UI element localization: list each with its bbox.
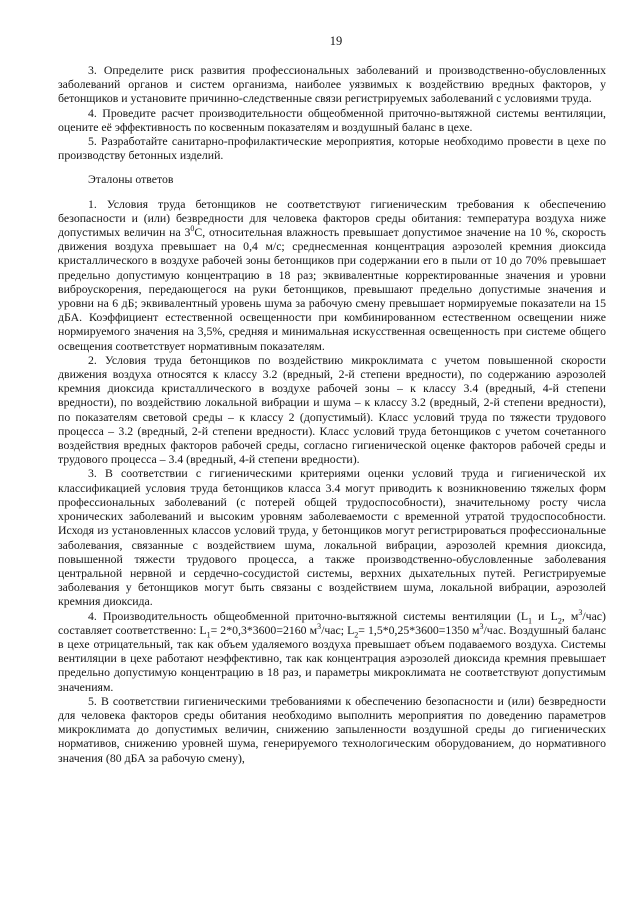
answer-paragraph-3: 3. В соответствии с гигиеническими критериями оценки условий труда и гигиенической их классификацией условия труда бетонщиков класса 3.4 могут приводить к возникновению тяжелых форм профессиональных заболеваний (с потерей общей трудоспособности), значительному росту числа хронических заболеваний и высоким уровням заболеваемости с временной утратой трудоспособности. Исходя из установленных классов условий труда, у бетонщиков могут регистрироваться профессиональные заболевания, связанные с воздействием шума, локальной вибрации, аэрозолей кремния диоксида, повышенной тяжести трудового процесса, а также производственно-обусловленные заболевания центральной нервной и сердечно-сосудистой системы, верхних дыхательных путей. Регистрируемые заболевания у бетонщиков могут быть связаны с воздействием шума, локальной вибрации, аэрозолей кремния диоксида. bbox=[58, 466, 606, 609]
answer-paragraph-1: 1. Условия труда бетонщиков не соответствуют гигиеническим требования к обеспечению безопасности и (или) безвредности для человека факторов среды обитания: температура воздуха ниже допустимых величин на $3^0С$, относительная влажность превышает допустимое значение на 10 %, скорость движения воздуха превышает на 0,4 м/с; среднесменная концентрация аэрозолей кремния диоксида кристаллического в воздухе рабочей зоны бетонщиков при содержании его в пыли от 10 до 70% превышает предельно допустимую концентрацию в 18 раз; эквивалентные корректированные значения и уровни виброускорения, передающегося на руки бетонщиков, превышают предельно допустимые значения и уровни на 6 дБ; эквивалентный уровень шума за рабочую смену превышает нормируемые показатели на 15 дБА. Коэффициент естественной освещенности при комбинированном естественном освещении ниже нормируемого значения на 3,5%, средняя и минимальная искусственная освещенность при системе общего освещения соответствует нормативным показателям. bbox=[58, 196, 606, 353]
task-paragraph: 4. Проведите расчет производительности общеобменной приточно-вытяжной системы вентиляции, оцените её эффективность по косвенным показателям и воздушный баланс в цехе. bbox=[58, 105, 606, 134]
answers-section bbox=[58, 197, 606, 765]
answer-paragraph-4: 4. Производительность общеобменной приточно-вытяжной системы вентиляции ($L_1$ и $L_2$, $м^3/час$) составляет соответственно: $L_1= 2*0,3*3600=2160$ $м^3$/час; $L_2= 1,5*0,25*3600=1350$ $м^3$/час. Воздушный баланс в цехе отрицательный, так как объем удаляемого воздуха превышает объем подаваемого воздуха. Системы вентиляции в цехе работают неэффективно, так как концентрация аэрозолей диоксида кремния превышает предельно допустимую концентрацию в 18 раз, и параметры микроклимата не соответствуют допустимым значениям. bbox=[58, 607, 606, 694]
answer-paragraph-5: 5. В соответствии гигиеническими требованиями к обеспечению безопасности и (или) безвредности для человека факторов среды обитания необходимо выполнить мероприятия по доведению параметров микроклимата до допустимых величин, снижению запыленности воздушной среды до гигиенических нормативов, снижению уровней шума, генерируемого технологическим оборудованием, до нормативного значения (80 дБА за рабочую смену), bbox=[58, 693, 606, 765]
answer-paragraph-2: 2. Условия труда бетонщиков по воздействию микроклимата с учетом повышенной скорости движения воздуха относятся к классу 3.2 (вредный, 2-й степени вредности), по содержанию аэрозолей кремния диоксида кристаллического в воздухе рабочей зоны – к классу 3.4 (вредный, 4-й степени вредности), по воздействию локальной вибрации и шума – к классу 3.2 (вредный, 2-й степени вредности), по показателям световой среды – к классу 2 (допустимый). Класс условий труда по тяжести трудового процесса – 3.2 (вредный, 2-й степени вредности). Класс условий труда бетонщиков с учетом сочетанного воздействия вредных факторов рабочей среды, согласно гигиенической оценке факторов рабочей среды и трудового процесса – 3.4 (вредный, 4-й степени вредности). bbox=[58, 352, 606, 467]
answers-heading: Эталоны ответов bbox=[88, 172, 174, 187]
tasks-section bbox=[58, 63, 606, 162]
page-number: 19 bbox=[329, 34, 343, 48]
task-paragraph: 5. Разработайте санитарно-профилактические мероприятия, которые необходимо провести в цехе по производству бетонных изделий. bbox=[58, 134, 606, 163]
task-paragraph: 3. Определите риск развития профессиональных заболеваний и производственно-обусловленных заболеваний органов и систем организма, наиболее уязвимых к воздействию вредных факторов, у бетонщиков и установите причинно-следственные связи регистрируемых заболеваний с условиями труда. bbox=[58, 63, 606, 106]
